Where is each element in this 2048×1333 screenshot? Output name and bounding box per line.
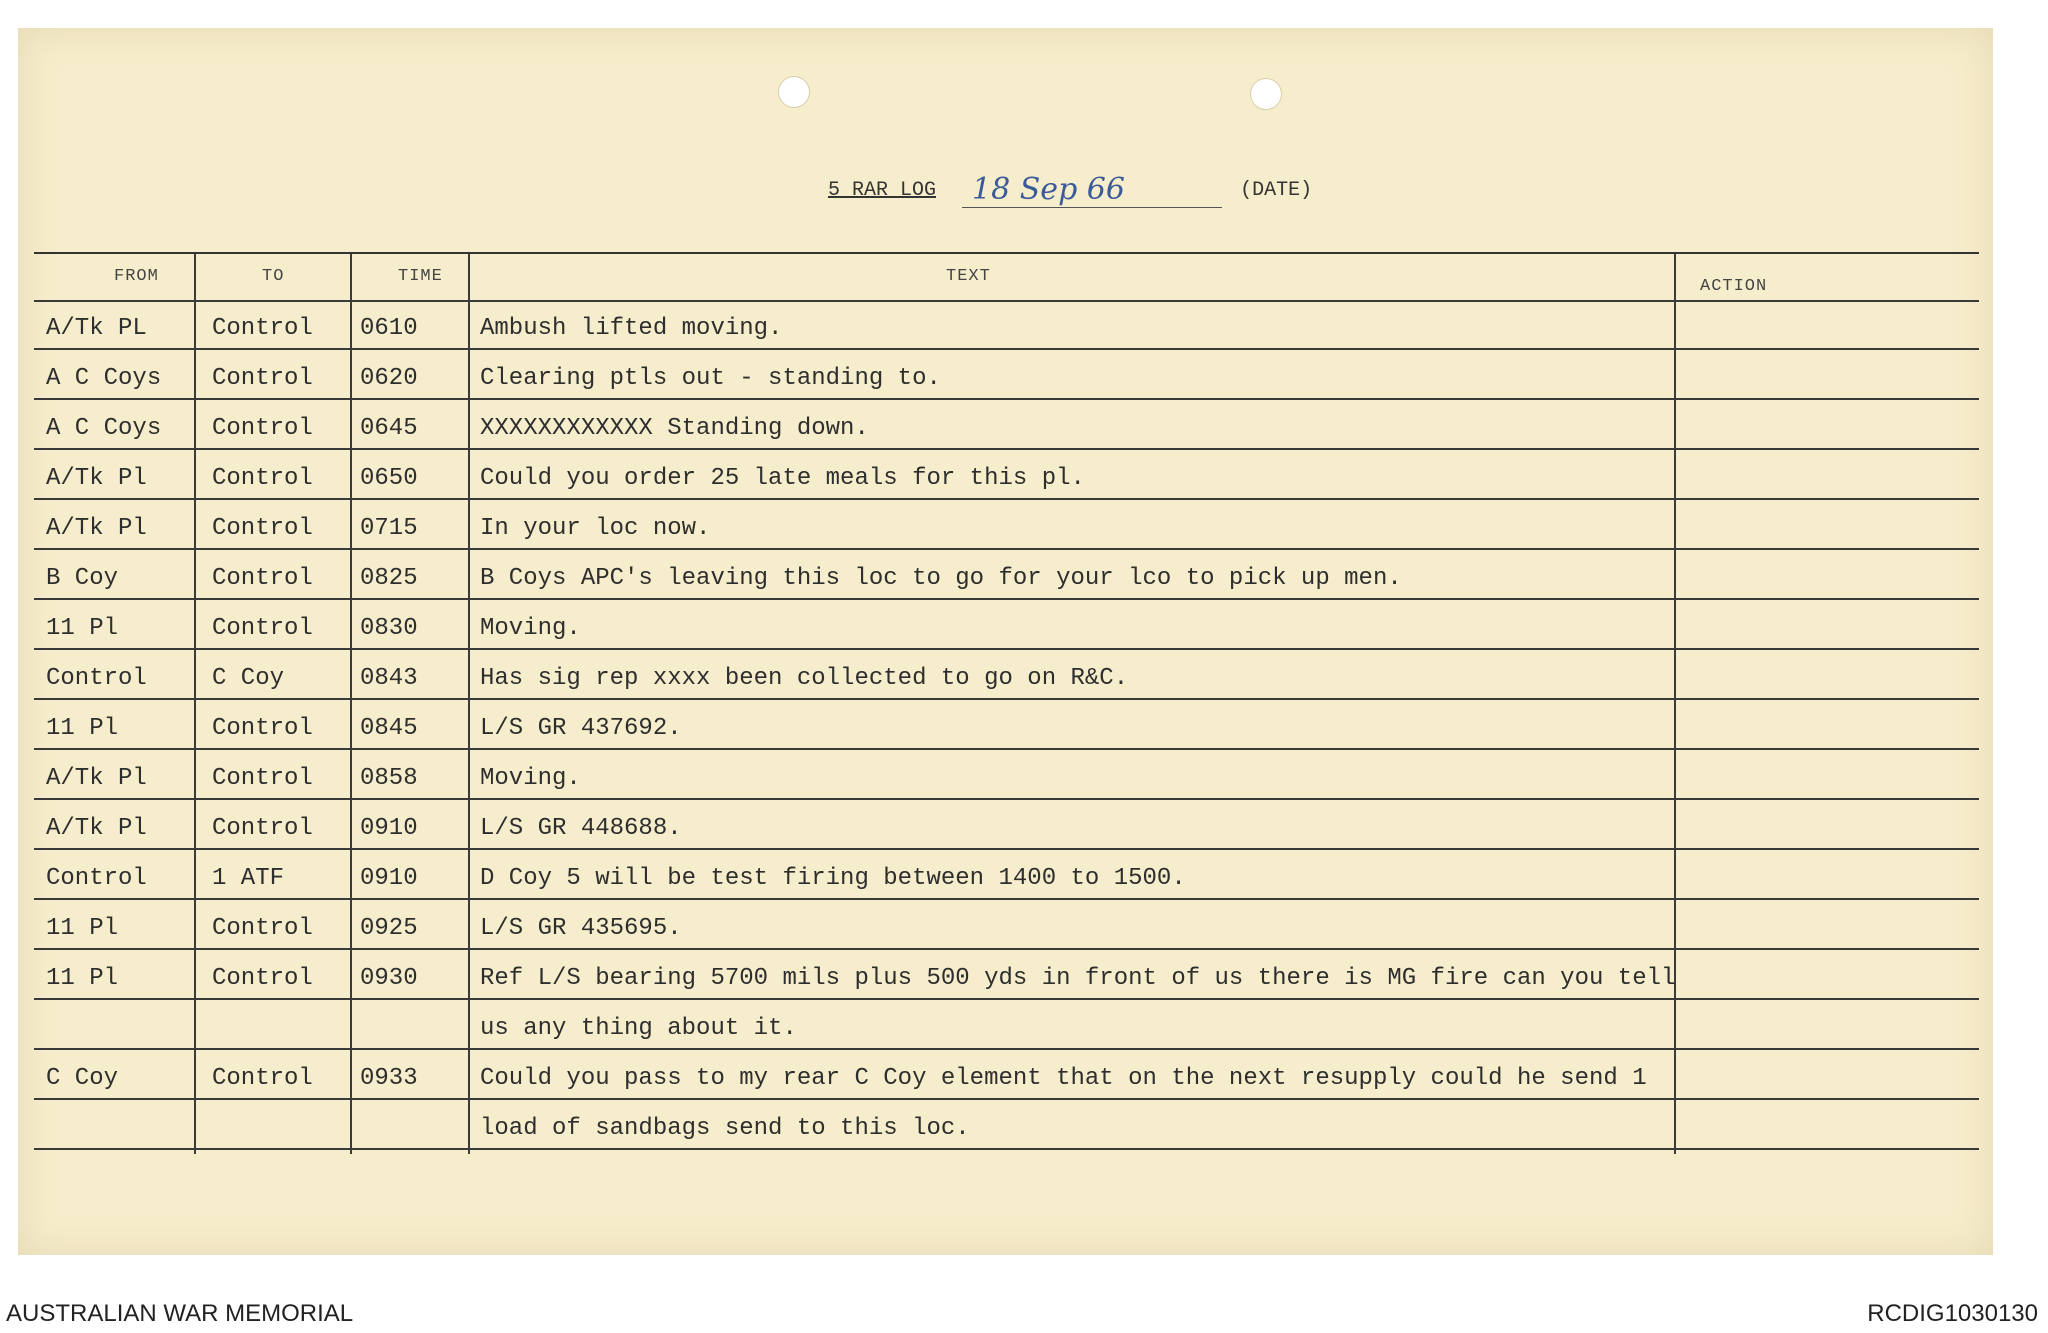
header-top-rule <box>34 252 1979 254</box>
log-entry-row <box>34 504 1979 554</box>
entry-text: Clearing ptls out - standing to. <box>480 365 941 392</box>
entry-text: Moving. <box>480 765 581 792</box>
entry-to: Control <box>212 565 313 592</box>
entry-to: Control <box>212 1065 313 1092</box>
entry-to: Control <box>212 415 313 442</box>
footer-source: AUSTRALIAN WAR MEMORIAL <box>6 1300 354 1327</box>
header-bottom-rule <box>34 300 1979 302</box>
row-rule <box>34 898 1979 900</box>
entry-from: Control <box>46 865 147 892</box>
row-rule <box>34 548 1979 550</box>
column-header-text: TEXT <box>946 266 991 286</box>
entry-from: C Coy <box>46 1065 119 1092</box>
handwritten-date: 18 Sep 66 <box>962 172 1222 208</box>
entry-from: A/Tk Pl <box>46 515 147 542</box>
entry-time: 0610 <box>360 315 418 342</box>
entry-text: us any thing about it. <box>480 1015 797 1042</box>
row-rule <box>34 748 1979 750</box>
entry-to: Control <box>212 615 313 642</box>
log-label: 5 RAR LOG <box>828 179 937 202</box>
log-entry-row <box>34 554 1979 604</box>
entry-time: 0843 <box>360 665 418 692</box>
entry-from: A/Tk Pl <box>46 465 147 492</box>
column-header-time: TIME <box>398 266 443 286</box>
entry-from: 11 Pl <box>46 965 119 992</box>
entry-from: A C Coys <box>46 415 162 442</box>
entry-time: 0925 <box>360 915 418 942</box>
entry-to: Control <box>212 815 313 842</box>
row-rule <box>34 348 1979 350</box>
row-rule <box>34 1098 1979 1100</box>
log-entry-row <box>34 1054 1979 1104</box>
entry-to: Control <box>212 465 313 492</box>
row-rule <box>34 448 1979 450</box>
entry-from: 11 Pl <box>46 915 119 942</box>
entry-text: L/S GR 437692. <box>480 715 682 742</box>
row-rule <box>34 848 1979 850</box>
log-entry-row <box>34 954 1979 1004</box>
entry-text: Ref L/S bearing 5700 mils plus 500 yds in front of us there is MG fire can you tell <box>480 965 1676 992</box>
entry-text: Could you order 25 late meals for this pl. <box>480 465 1085 492</box>
entry-from: A C Coys <box>46 365 162 392</box>
entry-to: Control <box>212 365 313 392</box>
entry-to: Control <box>212 915 313 942</box>
column-header-from: FROM <box>114 266 159 286</box>
entry-to: Control <box>212 315 313 342</box>
log-entry-row <box>34 704 1979 754</box>
entry-time: 0715 <box>360 515 418 542</box>
row-rule <box>34 698 1979 700</box>
footer-id: RCDIG1030130 <box>1867 1300 2038 1327</box>
entry-from: Control <box>46 665 147 692</box>
entry-text: L/S GR 448688. <box>480 815 682 842</box>
entry-time: 0910 <box>360 815 418 842</box>
entry-to: Control <box>212 715 313 742</box>
entry-time: 0845 <box>360 715 418 742</box>
entry-to: Control <box>212 965 313 992</box>
entry-text: In your loc now. <box>480 515 711 542</box>
log-entry-row <box>34 754 1979 804</box>
date-label: (DATE) <box>1240 179 1313 202</box>
log-entry-row <box>34 654 1979 704</box>
entry-text: Ambush lifted moving. <box>480 315 783 342</box>
log-title <box>828 168 1313 207</box>
entry-from: 11 Pl <box>46 615 119 642</box>
punch-hole <box>1250 78 1282 110</box>
log-entry-row <box>34 354 1979 404</box>
entry-time: 0825 <box>360 565 418 592</box>
entry-from: A/Tk Pl <box>46 765 147 792</box>
entry-time: 0650 <box>360 465 418 492</box>
row-rule <box>34 398 1979 400</box>
entry-text: load of sandbags send to this loc. <box>480 1115 970 1142</box>
entry-from: A/Tk PL <box>46 315 147 342</box>
log-entry-row <box>34 1104 1979 1154</box>
row-rule <box>34 598 1979 600</box>
log-entry-row <box>34 304 1979 354</box>
log-entry-row <box>34 904 1979 954</box>
log-entry-row <box>34 854 1979 904</box>
log-entry-row <box>34 404 1979 454</box>
column-header-to: TO <box>262 266 285 286</box>
row-rule <box>34 1048 1979 1050</box>
entry-to: 1 ATF <box>212 865 285 892</box>
entry-to: C Coy <box>212 665 285 692</box>
log-entry-row <box>34 604 1979 654</box>
entry-to: Control <box>212 515 313 542</box>
log-entry-row <box>34 454 1979 504</box>
entry-to: Control <box>212 765 313 792</box>
row-rule <box>34 998 1979 1000</box>
punch-hole <box>778 76 810 108</box>
entry-time: 0645 <box>360 415 418 442</box>
entry-time: 0910 <box>360 865 418 892</box>
entry-text: Has sig rep xxxx been collected to go on R&C. <box>480 665 1129 692</box>
entry-text: B Coys APC's leaving this loc to go for your lco to pick up men. <box>480 565 1402 592</box>
log-entry-row <box>34 804 1979 854</box>
row-rule <box>34 648 1979 650</box>
entry-time: 0830 <box>360 615 418 642</box>
row-rule <box>34 1148 1979 1150</box>
entry-time: 0858 <box>360 765 418 792</box>
entry-text: XXXXXXXXXXXX Standing down. <box>480 415 869 442</box>
row-rule <box>34 798 1979 800</box>
entry-from: B Coy <box>46 565 119 592</box>
entry-from: 11 Pl <box>46 715 119 742</box>
entry-text: L/S GR 435695. <box>480 915 682 942</box>
log-entry-row <box>34 1004 1979 1054</box>
entry-text: D Coy 5 will be test firing between 1400 to 1500. <box>480 865 1186 892</box>
entry-from: A/Tk Pl <box>46 815 147 842</box>
column-header-action: ACTION <box>1700 276 1768 296</box>
entry-time: 0930 <box>360 965 418 992</box>
row-rule <box>34 498 1979 500</box>
entry-time: 0933 <box>360 1065 418 1092</box>
entry-text: Moving. <box>480 615 581 642</box>
row-rule <box>34 948 1979 950</box>
entry-text: Could you pass to my rear C Coy element that on the next resupply could he send 1 <box>480 1065 1647 1092</box>
entry-time: 0620 <box>360 365 418 392</box>
